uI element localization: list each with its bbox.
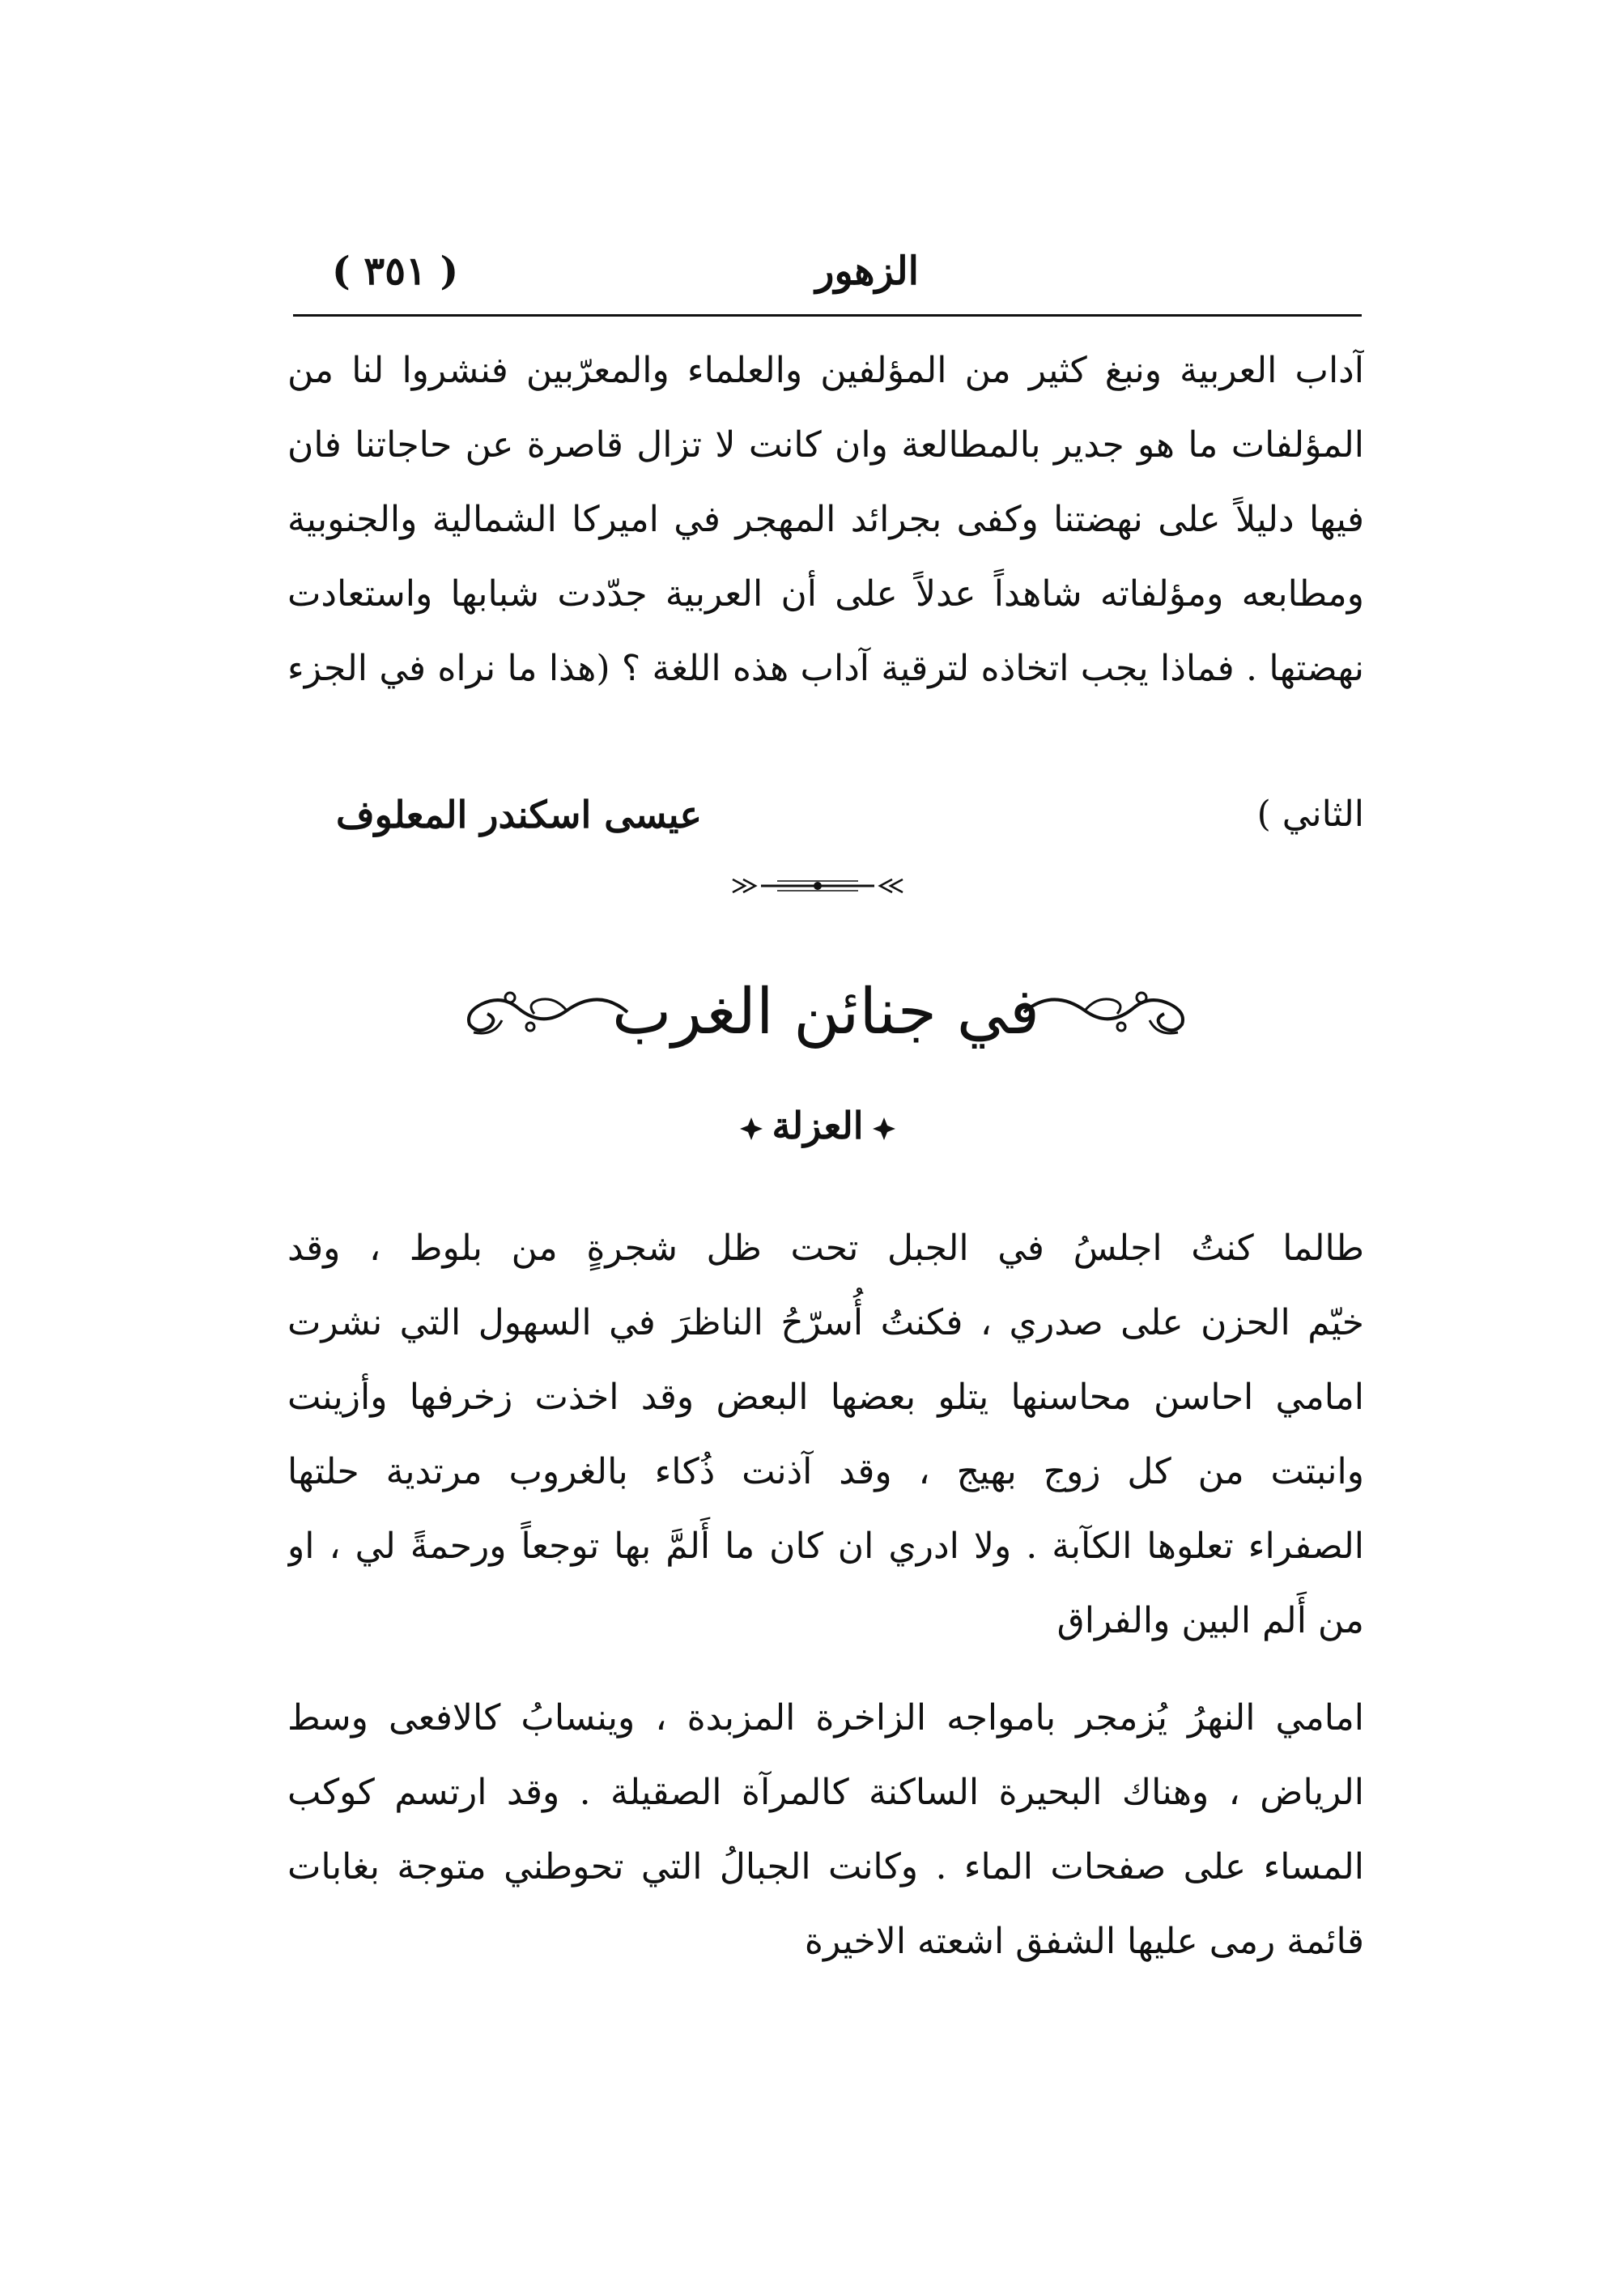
- header-divider: [293, 314, 1362, 317]
- paragraph-line: قائمة رمى عليها الشفق اشعته الاخيرة: [804, 1921, 1364, 1962]
- section-title-text: في جنائن الغرب: [611, 976, 1040, 1049]
- flourish-left-icon: [445, 980, 631, 1045]
- paragraph-line: المساء على صفحات الماء . وكانت الجبالُ التي تحوطني متوجة بغابات: [287, 1846, 1364, 1888]
- paragraph-line: نهضتها . فماذا يجب اتخاذه لترقية آداب هذه اللغة ؟ (هذا ما نراه في الجزء: [287, 648, 1364, 689]
- star-ornament-icon: [739, 1117, 763, 1141]
- paragraph-1: [287, 1211, 1364, 1658]
- paragraph-line: وانبتت من كل زوج بهيج ، وقد آذنت ذُكاء بالغروب مرتدية حلتها: [287, 1451, 1364, 1492]
- section-subtitle: [696, 1093, 939, 1158]
- paragraph-line: فيها دليلاً على نهضتنا وكفى بجرائد المهجر في اميركا الشمالية والجنوبية: [287, 499, 1364, 540]
- paragraph-line: من أَلم البين والفراق: [1056, 1600, 1364, 1641]
- star-ornament-icon: [872, 1117, 896, 1141]
- running-header: [287, 235, 1372, 308]
- paragraph-line: الرياض ، وهناك البحيرة الساكنة كالمرآة الصقيلة . وقد ارتسم كوكب: [287, 1772, 1364, 1813]
- section-title: [453, 955, 1198, 1069]
- paragraph-line: آداب العربية ونبغ كثير من المؤلفين والعلماء والمعرّبين فنشروا لنا من: [287, 350, 1364, 391]
- page-number: ( ٣٥١ ): [332, 249, 459, 294]
- flourish-right-icon: [1020, 980, 1206, 1045]
- paragraph-line: خيّم الحزن على صدري ، فكنتُ أُسرّحُ الناظرَ في السهول التي نشرت: [287, 1302, 1364, 1343]
- paragraph-2: [287, 1681, 1364, 1979]
- separator-ornament: [729, 876, 907, 896]
- paragraph-line: امامي النهرُ يُزمجر بامواجه الزاخرة المزبدة ، وينسابُ كالافعى وسط: [287, 1697, 1364, 1739]
- author-signature: عيسى اسكندر المعلوف: [336, 793, 702, 836]
- paragraph-line: الصفراء تعلوها الكآبة . ولا ادري ان كان ما أَلمَّ بها توجعاً ورحمةً لي ، او: [287, 1526, 1364, 1567]
- running-title: الزهور: [815, 249, 919, 294]
- subtitle-text: العزلة: [772, 1104, 864, 1147]
- paragraph-line: امامي احاسن محاسنها يتلو بعضها البعض وقد اخذت زخرفها وأزينت: [287, 1377, 1364, 1418]
- paragraph-continuation: الثاني ): [1256, 794, 1364, 835]
- paragraph-line: طالما كنتُ اجلسُ في الجبل تحت ظل شجرةٍ من بلوط ، وقد: [287, 1228, 1364, 1269]
- signature-row: [287, 777, 1364, 852]
- top-paragraph: [287, 334, 1364, 706]
- paragraph-line: المؤلفات ما هو جدير بالمطالعة وان كانت لا تزال قاصرة عن حاجاتنا فان: [287, 424, 1364, 466]
- paragraph-line: ومطابعه ومؤلفاته شاهداً عدلاً على أن العربية جدّدت شبابها واستعادت: [287, 573, 1364, 615]
